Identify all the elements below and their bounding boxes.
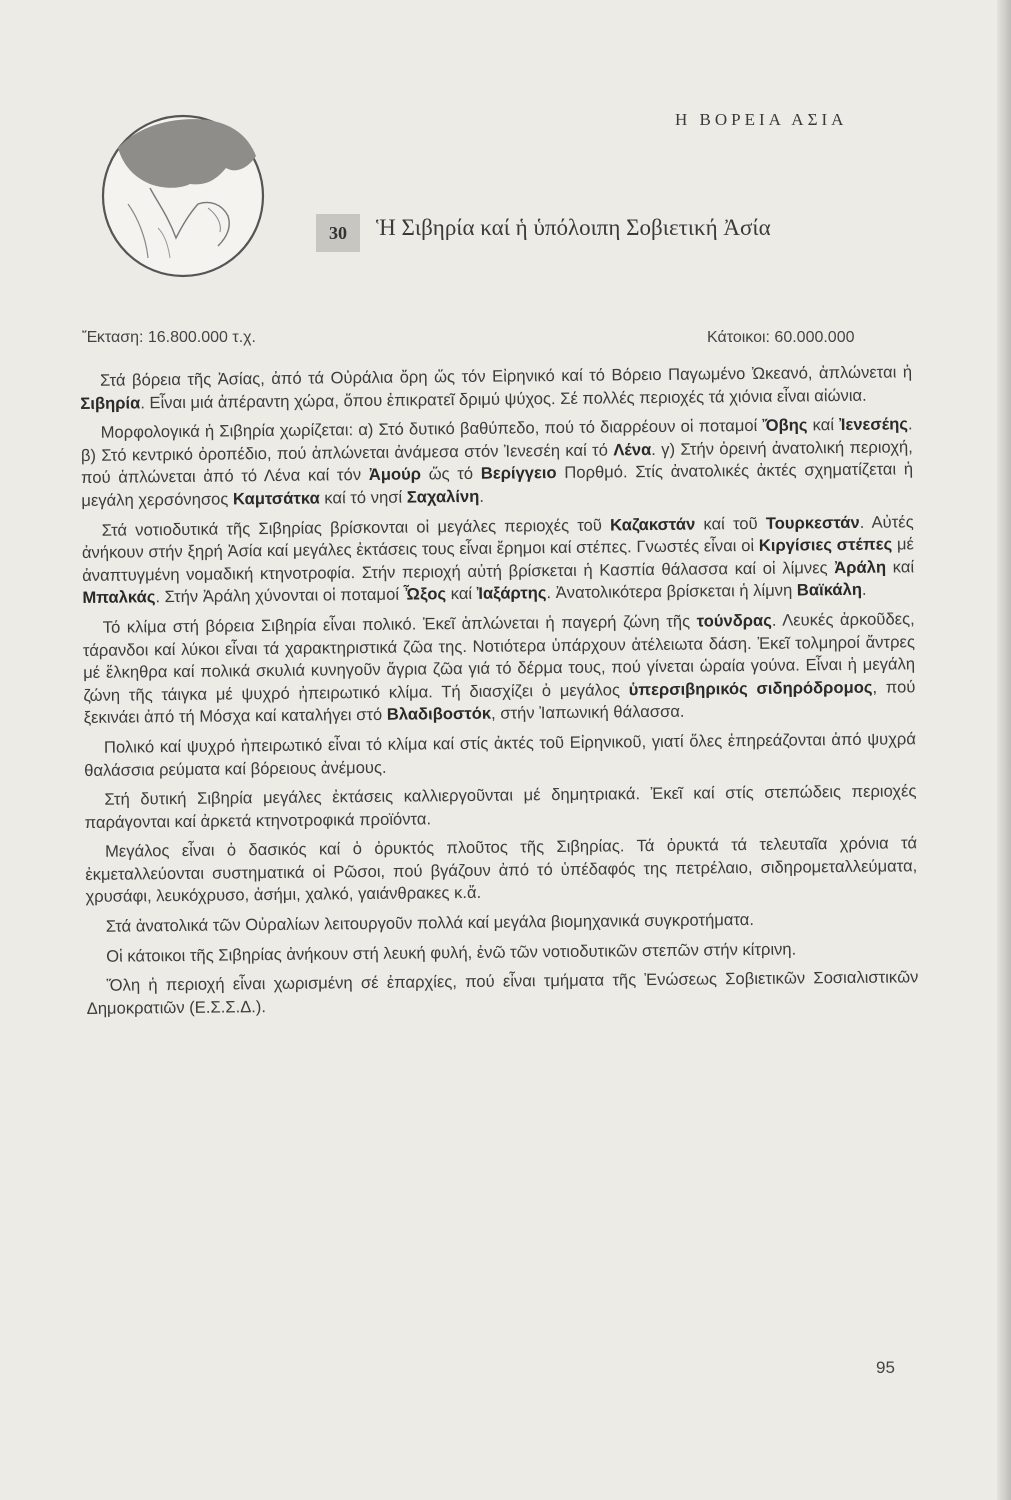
bold-term: Ἀμούρ xyxy=(368,464,422,485)
text-run: Στά βόρεια τῆς Ἀσίας, ἀπό τά Οὐράλια ὄρη ὥς τόν Εἰρηνικό καί τό Βόρειο Παγωμένο Ὠκεανό, ἁπλώνεται ἡ xyxy=(100,362,913,390)
paragraph xyxy=(86,967,918,1021)
text-run: μέ ἀναπτυγμένη νομαδική κτηνοτροφία. Στήν περιοχή αὐτή βρίσκεται ἡ Κασπία θάλασσα καί οἱ λίμνες xyxy=(82,534,914,585)
text-run: Ὅλη ἡ περιοχή εἶναι χωρισμένη σέ ἐπαρχίες, πού εἶναι τμήματα τῆς Ἑνώσεως Σοβιετικῶν Σοσιαλιστικῶν Δημοκρατιῶν (Ε.Σ.Σ.Δ.). xyxy=(86,967,919,1018)
chapter-number-badge: 30 xyxy=(316,214,360,252)
bold-term: Σαχαλίνη xyxy=(406,486,480,507)
text-run: , πού ξεκινάει ἀπό τή Μόσχα καί καταλήγει στό xyxy=(83,676,916,728)
bold-term: Κιργίσιες στέπες xyxy=(758,534,893,556)
paragraph xyxy=(86,937,918,968)
bold-term: Μπαλκάς xyxy=(82,587,156,608)
text-run: Στά ἀνατολικά τῶν Οὐραλίων λειτουργοῦν πολλά καί μεγάλα βιομηχανικά συγκροτήματα. xyxy=(105,910,755,936)
text-run: Πορθμό. Στίς ἀνατολικές ἀκτές σχηματίζεται ἡ μεγάλη χερσόνησος xyxy=(81,459,914,510)
text-run: καί xyxy=(807,415,840,435)
page-edge-shadow xyxy=(997,0,1011,1500)
paragraph xyxy=(80,361,912,415)
bold-term: Καμτσάτκα xyxy=(232,488,320,509)
paragraph xyxy=(83,608,916,730)
globe-map-icon xyxy=(98,108,268,283)
text-run: Οἱ κάτοικοι τῆς Σιβηρίας ἀνήκουν στή λευκή φυλή, ἐνῶ τῶν νοτιοδυτικῶν στεπῶν στήν κίτρινη. xyxy=(106,939,797,966)
text-run: . γ) Στήν ὀρεινή ἀνατολική περιοχή, πού ἁπλώνεται ἀπό τό Λένα καί τόν xyxy=(81,437,913,488)
bold-term: Βερίγγειο xyxy=(480,463,557,484)
bold-term: Ὄβης xyxy=(762,415,808,436)
text-run: καί τό νησί xyxy=(319,487,407,508)
population-stat: Κάτοικοι: 60.000.000 xyxy=(707,329,855,346)
area-stat: Ἔκταση: 16.800.000 τ.χ. xyxy=(82,329,256,346)
text-run: Μορφολογικά ἡ Σιβηρία χωρίζεται: α) Στό δυτικό βαθύπεδο, πού τό διαρρέουν οἱ ποταμοί xyxy=(100,416,763,442)
text-run: . Λευκές ἀρκοῦδες, τάρανδοι καί λύκοι εἶναι τά χαρακτηριστικά ζῶα της. Νοτιότερα ὑπάρχουν ἀτέλειωτα δάση. Ἐκεῖ τολμηροί ἄντρες μέ ἕλκηθρα καί πολικά σκυλιά κυνηγοῦν ἄγρια ζῶα γιά τό δέρμα τους, πού γίνεται ὡραία γούνα. Εἶναι ἡ μεγάλη ζώνη τῆς τάιγκα μέ ψυχρό ἠπειρωτικό κλίμα. Τή διασχίζει ὁ μεγάλος xyxy=(82,609,916,705)
text-run: . xyxy=(479,486,485,506)
text-run: . xyxy=(861,580,867,600)
bold-term: Ὦξος xyxy=(403,584,447,604)
text-run: Μεγάλος εἶναι ὁ δασικός καί ὁ ὀρυκτός πλοῦτος τῆς Σιβηρίας. Τά ὀρυκτά τά τελευταῖα χρόνια τά ἐκμεταλλεύονται συστηματικά οἱ Ρῶσοι, πού βγάζουν ἀπό τό ὑπέδαφός της πετρέλαιο, σιδηρομεταλλεύματα, χρυσάφι, λευκόχρυσο, ἀσήμι, χαλκό, γαιάνθρακες κ.ἄ. xyxy=(85,833,918,907)
bold-term: Λένα xyxy=(613,439,652,460)
text-run: . Εἶναι μιά ἀπέραντη χώρα, ὅπου ἐπικρατεῖ δριμύ ψύχος. Σέ πολλές περιοχές τά χιόνια εἶναι αἰώνια. xyxy=(140,385,867,412)
text-run: , στήν Ἰαπωνική θάλασσα. xyxy=(490,702,685,724)
text-run: . Ἀνατολικότερα βρίσκεται ἡ λίμνη xyxy=(546,580,797,603)
bold-term: Βλαδιβοστόκ xyxy=(386,704,492,725)
chapter-title: Ἡ Σιβηρία καί ἡ ὑπόλοιπη Σοβιετική Ἀσία xyxy=(376,215,771,240)
text-run: . Αὐτές ἀνήκουν στήν ξηρή Ἀσία καί μεγάλες ἐκτάσεις τους εἶναι ἔρημοι καί στέπες. Γνωστές εἶναι οἱ xyxy=(81,511,914,563)
bold-term: Ἰαξάρτης xyxy=(476,583,547,604)
bold-term: Βαϊκάλη xyxy=(796,580,863,600)
section-title: Η ΒΟΡΕΙΑ ΑΣΙΑ xyxy=(675,110,848,129)
bold-term: Καζακστάν xyxy=(610,514,696,535)
bold-term: τούνδρας xyxy=(696,610,772,631)
text-run: . β) Στό κεντρικό ὀροπέδιο, πού ἁπλώνεται ἀνάμεσα στόν Ἰενεσέη καί τό xyxy=(80,414,913,465)
text-run: Τό κλίμα στή βόρεια Σιβηρία εἶναι πολικό. Ἐκεῖ ἁπλώνεται ἡ παγερή ζώνη τῆς xyxy=(102,611,697,637)
text-run: καί τοῦ xyxy=(695,513,766,534)
paragraph xyxy=(82,511,915,610)
bold-term: Σιβηρία xyxy=(80,392,141,413)
text-run: Στή δυτική Σιβηρία μεγάλες ἐκτάσεις καλλιεργοῦνται μέ δημητριακά. Ἐκεῖ καί στίς στεπώδεις περιοχές παράγονται καί ἀρκετά κτηνοτροφικά προϊόντα. xyxy=(84,781,917,832)
bold-term: Τουρκεστάν xyxy=(765,512,860,533)
bold-term: Ἀράλη xyxy=(834,557,887,577)
text-run: ὥς τό xyxy=(420,464,481,484)
text-run: . Στήν Ἀράλη χύνονται οἱ ποταμοί xyxy=(155,584,404,607)
text-run: καί xyxy=(885,557,915,577)
text-run: Στά νοτιοδυτικά τῆς Σιβηρίας βρίσκονται οἱ μεγάλες περιοχές τοῦ xyxy=(101,515,611,540)
page-number: 95 xyxy=(876,1358,895,1377)
text-run: Πολικό καί ψυχρό ἠπειρωτικό εἶναι τό κλίμα καί στίς ἀκτές τοῦ Εἰρηνικοῦ, γιατί ὅλες ἐπηρεάζονται ἀπό ψυχρά θαλάσσια ρεύματα καί βόρειους ἀνέμους. xyxy=(84,729,917,780)
paragraph xyxy=(84,780,916,834)
bold-term: ὑπερσιβηρικός σιδηρόδρομος xyxy=(628,677,873,699)
bold-term: Ἰενεσέης xyxy=(839,414,909,435)
body-text xyxy=(80,361,919,1027)
paragraph xyxy=(85,833,918,909)
paragraph xyxy=(86,907,918,938)
paragraph xyxy=(84,728,916,782)
paragraph xyxy=(81,413,914,512)
text-run: καί xyxy=(445,584,477,604)
